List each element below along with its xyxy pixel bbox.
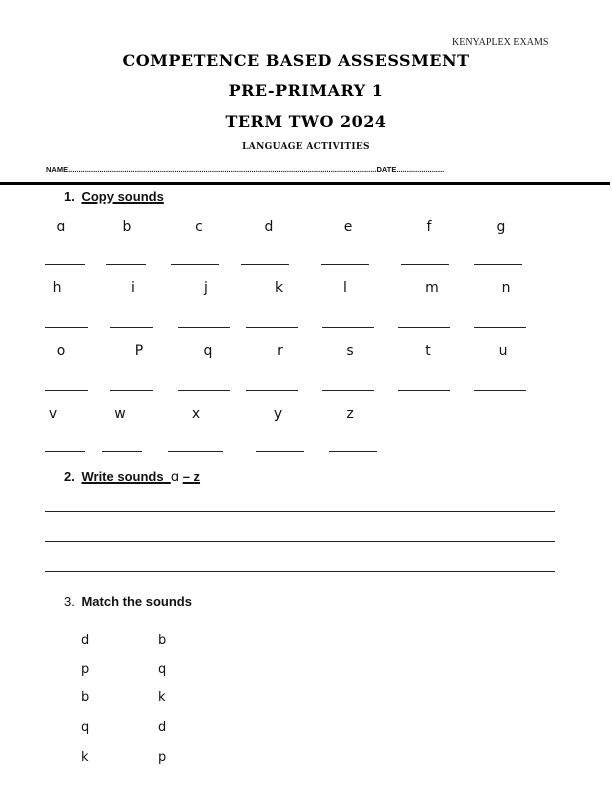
match-left-letter[interactable]: b: [81, 690, 90, 705]
sound-letter: q: [203, 343, 213, 359]
sound-letter: r: [277, 343, 283, 359]
copy-blank-line[interactable]: [45, 451, 85, 452]
brand-label: KENYAPLEX EXAMS: [452, 37, 549, 48]
copy-blank-line[interactable]: [241, 264, 289, 265]
sound-letter: v: [48, 406, 58, 422]
sound-letter: h: [52, 280, 62, 296]
write-line[interactable]: [45, 511, 555, 512]
sound-letter: x: [191, 406, 201, 422]
copy-blank-line[interactable]: [168, 451, 223, 452]
sound-letter: m: [425, 280, 439, 296]
copy-blank-line[interactable]: [246, 390, 298, 391]
copy-blank-line[interactable]: [246, 327, 298, 328]
sound-letter: g: [496, 219, 506, 235]
copy-blank-line[interactable]: [171, 264, 219, 265]
sound-letter: f: [426, 219, 432, 235]
sound-letter: u: [498, 343, 508, 359]
section-2-title: Write sounds: [81, 469, 164, 484]
range-start: ɑ: [170, 470, 180, 485]
title-class: PRE-PRIMARY 1: [228, 81, 384, 100]
copy-blank-line[interactable]: [329, 451, 377, 452]
copy-blank-line[interactable]: [178, 390, 230, 391]
copy-blank-line[interactable]: [322, 327, 374, 328]
match-right-letter[interactable]: d: [158, 720, 167, 735]
sound-letter: z: [346, 406, 354, 422]
header-divider: [0, 182, 610, 185]
match-right-letter[interactable]: q: [158, 662, 167, 677]
copy-blank-line[interactable]: [102, 451, 142, 452]
range-end: – z: [182, 469, 201, 484]
sound-letter: P: [134, 343, 144, 359]
match-right-letter[interactable]: k: [158, 690, 166, 705]
copy-blank-line[interactable]: [256, 451, 304, 452]
section-1-heading: [64, 189, 164, 204]
sound-letter: b: [122, 219, 132, 235]
section-3-heading: [64, 594, 192, 609]
copy-blank-line[interactable]: [474, 327, 526, 328]
sound-letter: s: [346, 343, 354, 359]
title-term: TERM TWO 2024: [225, 112, 387, 131]
copy-blank-line[interactable]: [322, 390, 374, 391]
copy-blank-line[interactable]: [45, 264, 85, 265]
name-date-field[interactable]: NAME....................................................................................................................................................DATE.......................: [46, 165, 445, 174]
match-right-letter[interactable]: b: [158, 633, 167, 648]
sound-letter: j: [204, 280, 208, 296]
subject-title: LANGUAGE ACTIVITIES: [242, 142, 370, 152]
write-line[interactable]: [45, 541, 555, 542]
copy-blank-line[interactable]: [474, 264, 522, 265]
title-assessment: COMPETENCE BASED ASSESSMENT: [122, 51, 470, 70]
write-line[interactable]: [45, 571, 555, 572]
copy-blank-line[interactable]: [401, 264, 449, 265]
copy-blank-line[interactable]: [45, 327, 88, 328]
section-3-title: Match the sounds: [81, 594, 192, 609]
copy-blank-line[interactable]: [45, 390, 88, 391]
copy-blank-line[interactable]: [398, 327, 450, 328]
copy-blank-line[interactable]: [398, 390, 450, 391]
sound-letter: c: [195, 219, 203, 235]
sound-letter: w: [114, 406, 126, 422]
section-2-number: 2.: [64, 469, 75, 484]
section-1-title: Copy sounds: [81, 189, 164, 204]
section-1-number: 1.: [64, 189, 75, 204]
copy-blank-line[interactable]: [178, 327, 230, 328]
section-2-heading: [64, 469, 200, 485]
match-right-letter[interactable]: p: [158, 750, 167, 765]
section-3-number: 3.: [64, 594, 75, 609]
sound-letter: n: [501, 280, 511, 296]
sound-letter: o: [56, 343, 66, 359]
copy-blank-line[interactable]: [110, 327, 153, 328]
copy-blank-line[interactable]: [106, 264, 146, 265]
sound-letter: ɑ: [56, 219, 66, 235]
sound-letter: k: [274, 280, 284, 296]
match-left-letter[interactable]: k: [81, 750, 89, 765]
sound-letter: t: [425, 343, 431, 359]
copy-blank-line[interactable]: [321, 264, 369, 265]
sound-letter: l: [343, 280, 347, 296]
sound-letter: i: [131, 280, 135, 296]
match-left-letter[interactable]: d: [81, 633, 90, 648]
match-left-letter[interactable]: p: [81, 662, 90, 677]
copy-blank-line[interactable]: [110, 390, 153, 391]
match-left-letter[interactable]: q: [81, 720, 90, 735]
copy-blank-line[interactable]: [474, 390, 526, 391]
sound-letter: y: [273, 406, 283, 422]
sound-letter: d: [264, 219, 274, 235]
sound-letter: e: [343, 219, 353, 235]
